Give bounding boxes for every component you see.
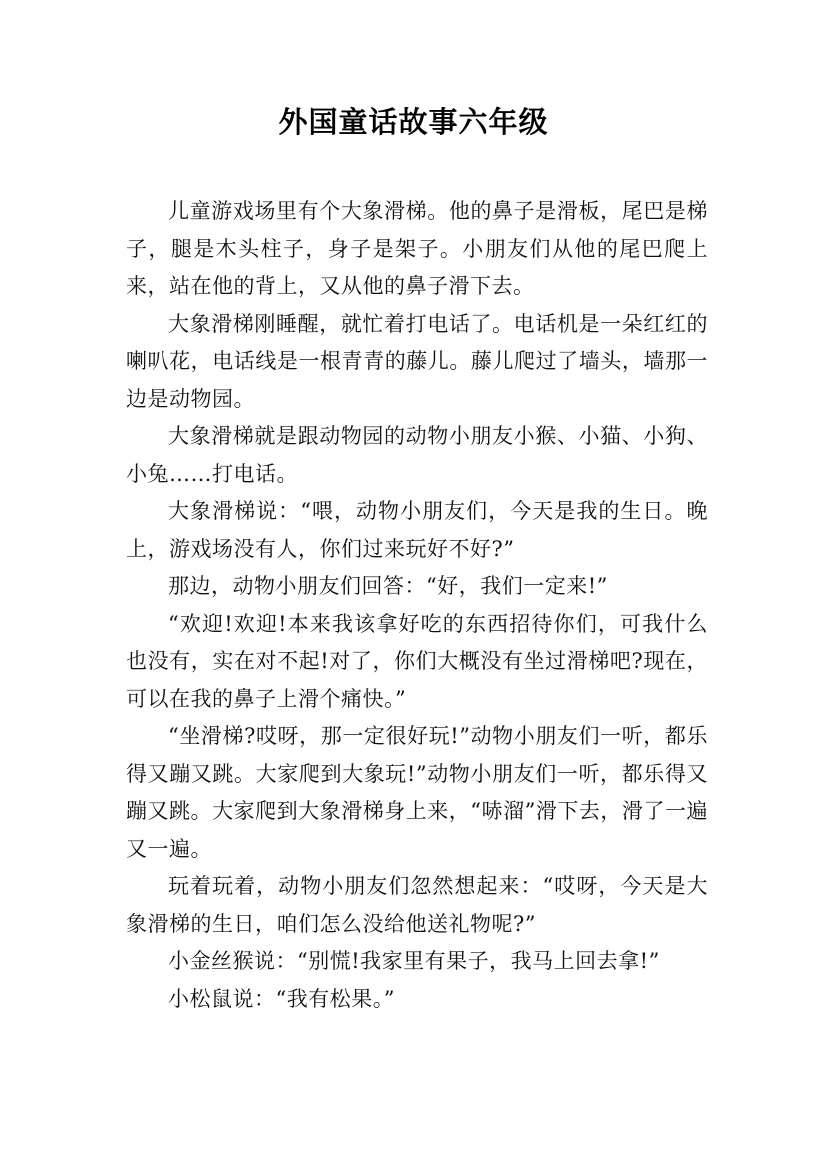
paragraph: 大象滑梯说：“喂，动物小朋友们，今天是我的生日。晚上，游戏场没有人，你们过来玩好不好?” <box>126 499 708 561</box>
paragraph: 儿童游戏场里有个大象滑梯。他的鼻子是滑板，尾巴是梯子，腿是木头柱子，身子是架子。小朋友们从他的尾巴爬上来，站在他的背上，又从他的鼻子滑下去。 <box>126 199 708 298</box>
paragraph: “坐滑梯?哎呀，那一定很好玩!”动物小朋友们一听，都乐得又蹦又跳。大家爬到大象玩!”动物小朋友们一听，都乐得又蹦又跳。大家爬到大象滑梯身上来，“哧溜”滑下去，滑了一遍又一遍。 <box>126 724 708 861</box>
document-body <box>126 193 708 1018</box>
paragraph: “欢迎!欢迎!本来我该拿好吃的东西招待你们，可我什么也没有，实在对不起!对了，你们大概没有坐过滑梯吧?现在，可以在我的鼻子上滑个痛快。” <box>126 611 708 711</box>
paragraph: 那边，动物小朋友们回答：“好，我们一定来!” <box>168 574 608 598</box>
paragraph: 小松鼠说：“我有松果。” <box>168 986 395 1011</box>
document-title: 外国童话故事六年级 <box>278 105 549 139</box>
paragraph: 大象滑梯就是跟动物园的动物小朋友小猴、小猫、小狗、小兔……打电话。 <box>126 424 708 486</box>
paragraph: 玩着玩着，动物小朋友们忽然想起来：“哎呀，今天是大象滑梯的生日，咱们怎么没给他送礼物呢?” <box>126 874 708 936</box>
paragraph: 小金丝猴说：“别慌!我家里有果子，我马上回去拿!” <box>168 949 660 973</box>
paragraph: 大象滑梯刚睡醒，就忙着打电话了。电话机是一朵红红的喇叭花，电话线是一根青青的藤儿。藤儿爬过了墙头，墙那一边是动物园。 <box>126 311 708 411</box>
